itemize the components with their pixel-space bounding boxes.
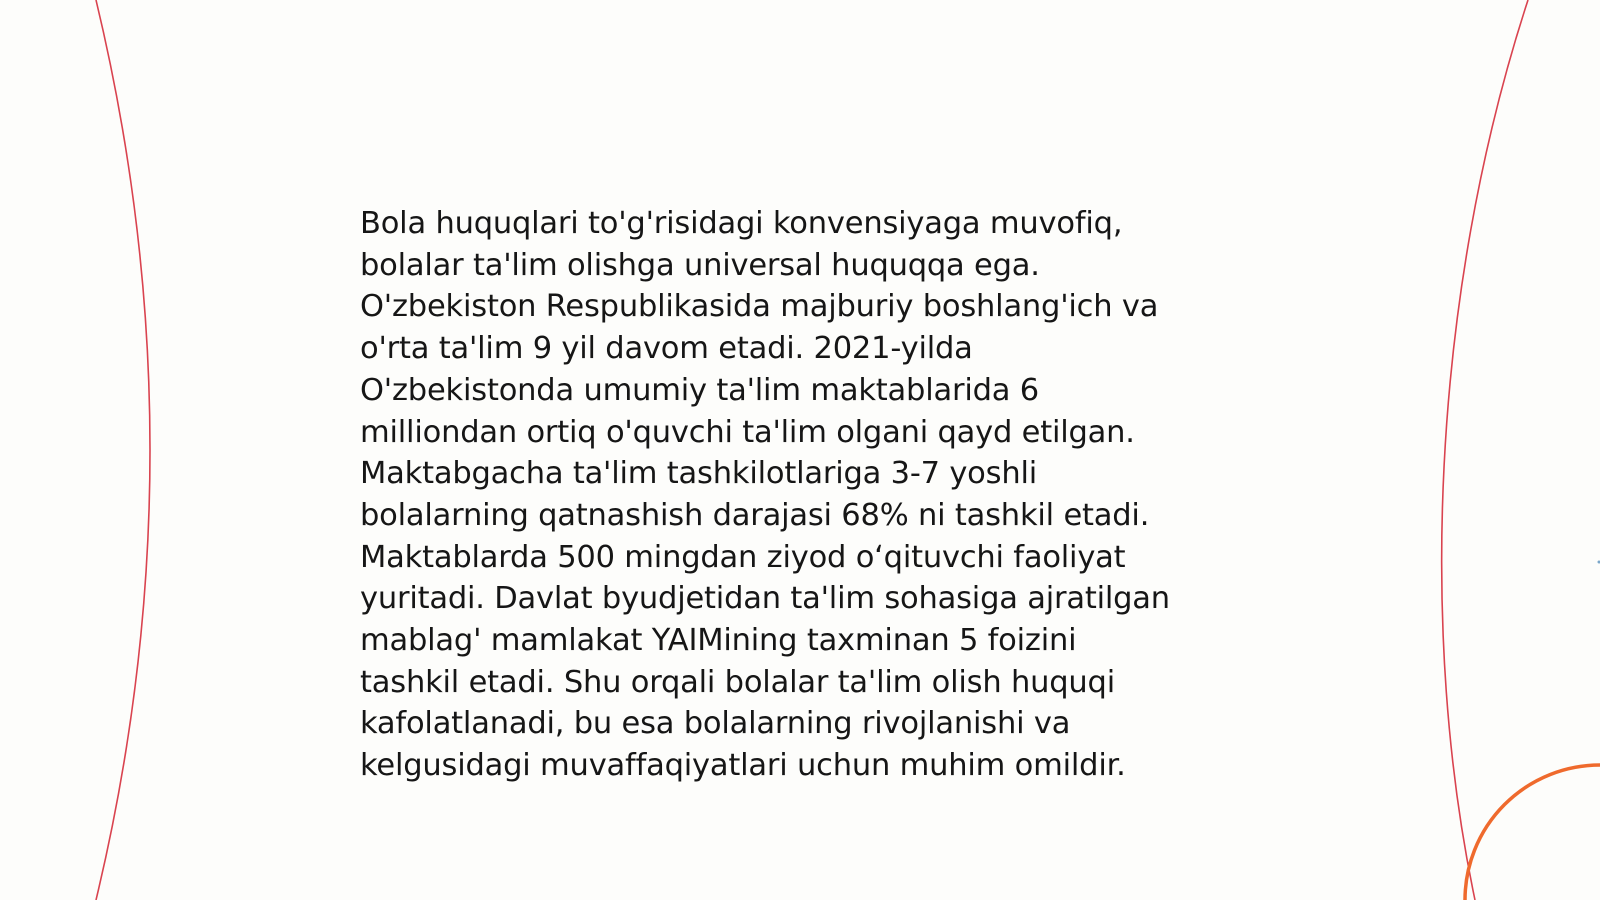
paragraph-line: O'zbekistonda umumiy ta'lim maktablarida 6 [360,372,1039,408]
paragraph-line: tashkil etadi. Shu orqali bolalar ta'lim olish huquqi [360,664,1115,700]
paragraph-line: kafolatlanadi, bu esa bolalarning rivojlanishi va [360,706,1071,742]
paragraph-line: o'rta ta'lim 9 yil davom etadi. 2021-yilda [360,331,973,367]
paragraph-line: milliondan ortiq o'quvchi ta'lim olgani qayd etilgan. [360,414,1135,450]
paragraph-line: Maktablarda 500 mingdan ziyod oʻqituvchi faoliyat [360,539,1126,575]
orange-circle-outline [1465,765,1600,900]
paragraph-line: yuritadi. Davlat byudjetidan ta'lim sohasiga ajratilgan [360,581,1170,617]
paragraph-line: mablag' mamlakat YAIMining taxminan 5 foizini [360,623,1077,659]
left-curve-line [96,0,150,900]
paragraph-line: Maktabgacha ta'lim tashkilotlariga 3-7 yoshli [360,456,1038,492]
paragraph-line: O'zbekiston Respublikasida majburiy boshlang'ich va [360,289,1159,325]
paragraph-line: bolalar ta'lim olishga universal huquqqa ega. [360,247,1040,283]
paragraph-line: Bola huquqlari to'g'risidagi konvensiyaga muvofiq, [360,206,1123,241]
paragraph-line: bolalarning qatnashish darajasi 68% ni tashkil etadi. [360,497,1150,533]
paragraph-line: kelgusidagi muvaffaqiyatlari uchun muhim omildir. [360,748,1126,784]
body-paragraph [360,203,1240,787]
right-curve-line [1442,0,1528,900]
